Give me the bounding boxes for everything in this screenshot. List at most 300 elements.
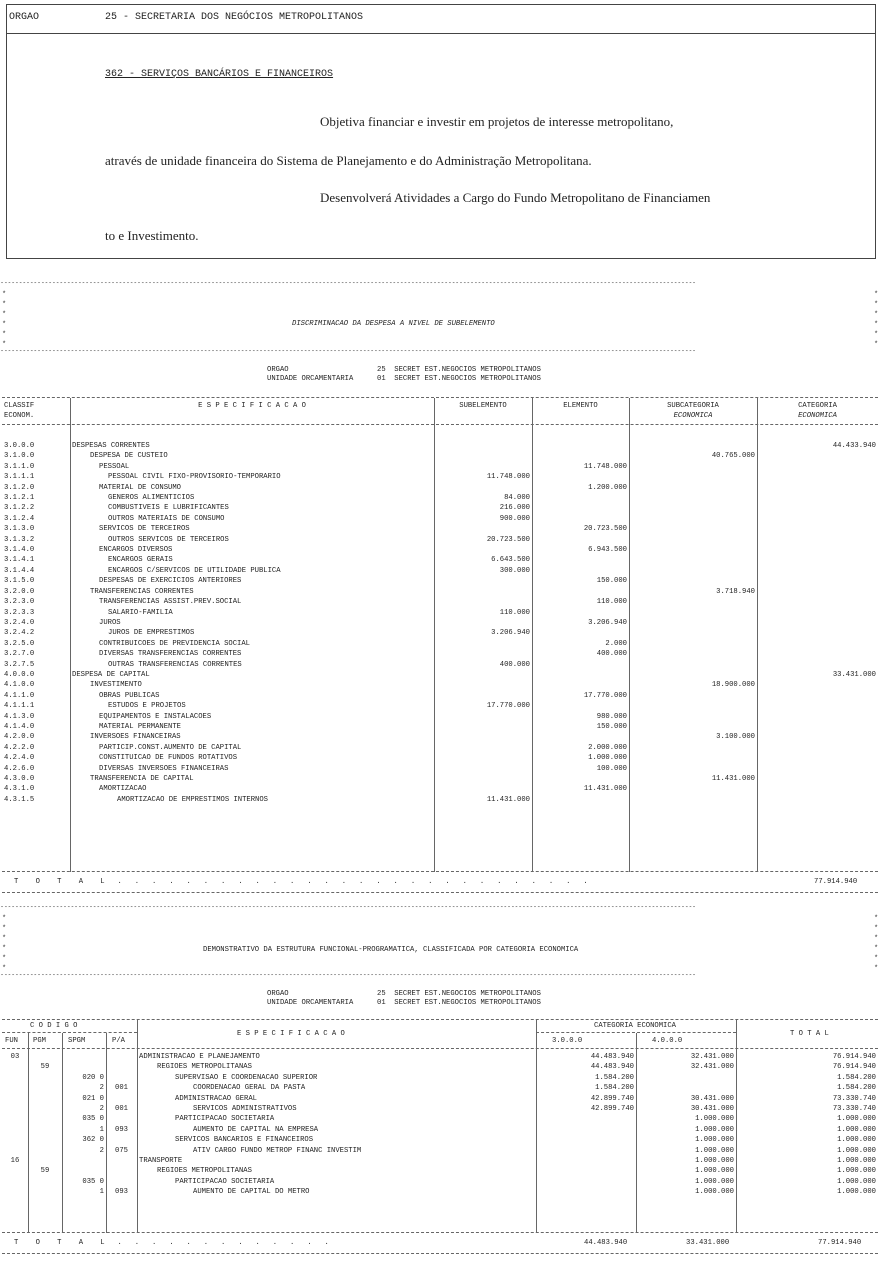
especificacao: CONTRIBUICOES DE PREVIDENCIA SOCIAL xyxy=(99,639,250,648)
subcategoria-value xyxy=(629,670,757,680)
especificacao: INVESTIMENTO xyxy=(90,681,142,690)
categoria-value xyxy=(757,576,878,586)
asterisk-border-top: ******************************************************************************************************************************************************************************************** xyxy=(0,906,696,913)
especificacao: JUROS xyxy=(99,618,121,627)
categoria-value xyxy=(757,493,878,503)
total-col-header: T O T A L xyxy=(790,1030,829,1038)
fun-code xyxy=(2,1187,28,1197)
subcategoria-value: 18.900.000 xyxy=(711,681,755,690)
spgm-code: 2 xyxy=(99,1146,104,1155)
especificacao: OUTROS MATERIAIS DE CONSUMO xyxy=(108,514,225,523)
especificacao: PESSOAL CIVIL FIXO-PROVISORIO-TEMPORARIO xyxy=(108,473,281,482)
cat-3000-value xyxy=(536,1135,636,1145)
elemento-value xyxy=(532,680,629,690)
especificacao: CONSTITUICAO DE FUNDOS ROTATIVOS xyxy=(99,754,238,763)
categoria-value xyxy=(757,753,878,763)
classif-code: 3.1.1.1 xyxy=(4,473,35,482)
pa-code: 001 xyxy=(115,1105,128,1114)
table-row xyxy=(2,1146,878,1156)
table-row xyxy=(2,483,878,493)
total-value: 73.330.740 xyxy=(832,1105,876,1114)
asterisk-side: * * * * * * xyxy=(2,915,7,973)
classif-code: 3.1.2.1 xyxy=(4,494,35,503)
elemento-value: 11.748.000 xyxy=(583,462,627,471)
subelemento-value xyxy=(434,722,532,732)
elemento-value xyxy=(532,535,629,545)
especificacao: SERVICOS ADMINISTRATIVOS xyxy=(193,1105,297,1114)
pgm-code xyxy=(28,1146,62,1156)
table-row xyxy=(2,1083,878,1093)
table-row xyxy=(2,743,878,753)
categoria-value xyxy=(757,639,878,649)
cat-4000-value: 30.431.000 xyxy=(690,1105,734,1114)
table-row xyxy=(2,1052,878,1062)
fun-code xyxy=(2,1177,28,1187)
col-header: SUBCATEGORIA ECONOMICA xyxy=(667,402,719,421)
table-row xyxy=(2,1114,878,1124)
classif-code: 4.2.6.0 xyxy=(4,764,35,773)
subelemento-value: 400.000 xyxy=(499,660,530,669)
cat-col-4000: 4.0.0.0 xyxy=(652,1037,683,1045)
cat-4000-value: 1.000.000 xyxy=(695,1136,734,1145)
cat-4000-value: 30.431.000 xyxy=(690,1094,734,1103)
table1-header xyxy=(2,401,878,422)
classif-code: 4.2.0.0 xyxy=(4,733,35,742)
paragraph-line: Desenvolverá Atividades a Cargo do Fundo Metropolitano de Financiamen xyxy=(320,190,711,205)
categoria-value xyxy=(757,587,878,597)
especificacao: EQUIPAMENTOS E INSTALACOES xyxy=(99,712,212,721)
especificacao: PARTICIPACAO SOCIETARIA xyxy=(175,1115,275,1124)
fun-code xyxy=(2,1083,28,1093)
pgm-code xyxy=(28,1187,62,1197)
classif-code: 3.1.2.2 xyxy=(4,504,35,513)
subelemento-value xyxy=(434,587,532,597)
especificacao: ATIV CARGO FUNDO METROP FINANC INVESTIM xyxy=(193,1146,362,1155)
table2-top-rule xyxy=(2,1019,878,1020)
subcategoria-value xyxy=(629,712,757,722)
total-label: T O T A L . . . . . . . . . . . . . xyxy=(14,1239,329,1247)
total-value: 1.000.000 xyxy=(837,1125,876,1134)
orgao-title: 25 - SECRETARIA DOS NEGÓCIOS METROPOLITANOS xyxy=(105,12,364,23)
subelemento-value: 110.000 xyxy=(499,608,530,617)
categoria-value xyxy=(757,483,878,493)
table-row xyxy=(2,555,878,565)
subelemento-value xyxy=(434,732,532,742)
elemento-value: 2.000 xyxy=(605,639,627,648)
categoria-value xyxy=(757,451,878,461)
categoria-value xyxy=(757,784,878,794)
especificacao: AMORTIZACAO DE EMPRESTIMOS INTERNOS xyxy=(117,795,268,804)
classif-code: 4.1.1.1 xyxy=(4,702,35,711)
cat-3000-value xyxy=(536,1114,636,1124)
subcategoria-value xyxy=(629,483,757,493)
classif-code: 4.2.4.0 xyxy=(4,754,35,763)
table-row xyxy=(2,1104,878,1114)
categoria-value xyxy=(757,503,878,513)
subcategoria-value xyxy=(629,753,757,763)
classif-code: 4.2.2.0 xyxy=(4,743,35,752)
pgm-code: 59 xyxy=(40,1063,50,1072)
codigo-col-spgm: SPGM xyxy=(68,1037,86,1045)
pgm-code xyxy=(28,1177,62,1187)
table-row xyxy=(2,514,878,524)
especificacao: ENCARGOS DIVERSOS xyxy=(99,546,173,555)
asterisk-border-bottom: ******************************************************************************************************************************************************************************************** xyxy=(0,350,696,357)
cat-4000-value xyxy=(636,1083,736,1093)
subcategoria-value xyxy=(629,441,757,451)
subelemento-value: 3.206.940 xyxy=(491,629,530,638)
table-row xyxy=(2,1187,878,1197)
classif-code: 3.1.2.4 xyxy=(4,514,35,523)
especificacao: PARTICIP.CONST.AUMENTO DE CAPITAL xyxy=(99,743,242,752)
especificacao: AMORTIZACAO xyxy=(99,785,147,794)
especificacao: GENEROS ALIMENTICIOS xyxy=(108,494,195,503)
classif-code: 3.2.7.0 xyxy=(4,650,35,659)
classif-code: 3.1.3.0 xyxy=(4,525,35,534)
total-rule-top xyxy=(2,1232,878,1233)
table-row xyxy=(2,1177,878,1187)
spgm-code: 035 0 xyxy=(82,1177,104,1186)
total-4000: 33.431.000 xyxy=(686,1239,730,1247)
elemento-value: 400.000 xyxy=(596,650,627,659)
especificacao: DESPESA DE CAPITAL xyxy=(72,670,150,679)
classif-code: 3.1.1.0 xyxy=(4,462,35,471)
especificacao: COORDENACAO GERAL DA PASTA xyxy=(193,1084,306,1093)
elemento-value: 150.000 xyxy=(596,577,627,586)
cat-3000-value xyxy=(536,1125,636,1135)
subelemento-value xyxy=(434,753,532,763)
subcategoria-value: 40.765.000 xyxy=(711,452,755,461)
categoria-value xyxy=(757,514,878,524)
pa-code xyxy=(106,1166,137,1176)
elemento-value: 6.943.500 xyxy=(588,546,627,555)
categoria-value xyxy=(757,524,878,534)
subcategoria-value xyxy=(629,743,757,753)
classif-code: 4.1.0.0 xyxy=(4,681,35,690)
spgm-code: 020 0 xyxy=(82,1073,104,1082)
elemento-value xyxy=(532,441,629,451)
table-row xyxy=(2,576,878,586)
total-value: 76.914.940 xyxy=(832,1063,876,1072)
subcategoria-value xyxy=(629,639,757,649)
table-row xyxy=(2,784,878,794)
col-header: CLASSIF ECONOM. xyxy=(4,402,35,421)
especificacao: TRANSFERENCIA DE CAPITAL xyxy=(90,775,194,783)
table2-body xyxy=(2,1052,878,1198)
especificacao: DESPESA DE CUSTEIO xyxy=(90,452,168,461)
table-row xyxy=(2,732,878,742)
fun-code: 03 xyxy=(10,1053,20,1061)
categoria-value xyxy=(757,555,878,565)
classif-code: 3.1.3.2 xyxy=(4,535,35,544)
categoria-value xyxy=(757,743,878,753)
cat-3000-value xyxy=(536,1146,636,1156)
especificacao: DIVERSAS TRANSFERENCIAS CORRENTES xyxy=(99,650,242,659)
categoria-value xyxy=(757,545,878,555)
subcategoria-value xyxy=(629,462,757,472)
subelemento-value xyxy=(434,691,532,701)
subcategoria-value xyxy=(629,524,757,534)
subcategoria-value: 11.431.000 xyxy=(711,775,755,783)
cat-header: CATEGORIA ECONOMICA xyxy=(594,1022,676,1030)
categoria-value: 33.431.000 xyxy=(832,670,876,679)
especificacao: TRANSFERENCIAS ASSIST.PREV.SOCIAL xyxy=(99,598,242,607)
program-title: 362 - SERVIÇOS BANCÁRIOS E FINANCEIROS xyxy=(105,69,334,80)
categoria-value xyxy=(757,701,878,711)
subelemento-value xyxy=(434,784,532,794)
classif-code: 3.0.0.0 xyxy=(4,442,35,450)
cat-3000-value xyxy=(536,1177,636,1187)
categoria-value xyxy=(757,649,878,659)
total-value: 1.000.000 xyxy=(837,1136,876,1145)
unidade-caption: UNIDADE ORCAMENTARIA xyxy=(267,999,354,1007)
cat-4000-value: 32.431.000 xyxy=(690,1053,734,1061)
table-row xyxy=(2,795,878,805)
classif-code: 3.1.4.1 xyxy=(4,556,35,565)
classif-code: 3.1.5.0 xyxy=(4,577,35,586)
total-value: 1.584.200 xyxy=(837,1084,876,1093)
classif-code: 4.3.1.0 xyxy=(4,785,35,794)
fun-code xyxy=(2,1135,28,1145)
elemento-value: 980.000 xyxy=(596,712,627,721)
spgm-code: 362 0 xyxy=(82,1136,104,1145)
cat-4000-value: 1.000.000 xyxy=(695,1177,734,1186)
total-value: 73.330.740 xyxy=(832,1094,876,1103)
fun-code xyxy=(2,1146,28,1156)
elemento-value xyxy=(532,660,629,670)
categoria-value xyxy=(757,535,878,545)
categoria-value xyxy=(757,628,878,638)
spgm-code: 2 xyxy=(99,1105,104,1114)
orgao-value: 25 SECRET EST.NEGOCIOS METROPOLITANOS xyxy=(377,990,541,998)
classif-code: 4.1.3.0 xyxy=(4,712,35,721)
asterisk-border-bottom: ******************************************************************************************************************************************************************************************** xyxy=(0,974,696,981)
table1-body xyxy=(2,441,878,805)
fun-code xyxy=(2,1125,28,1135)
subelemento-value: 11.748.000 xyxy=(486,473,530,482)
total-rule-top xyxy=(2,871,878,872)
elemento-value xyxy=(532,587,629,597)
especificacao: ADMINISTRACAO GERAL xyxy=(175,1094,257,1103)
categoria-value xyxy=(757,774,878,784)
table-row xyxy=(2,639,878,649)
subcategoria-value xyxy=(629,555,757,565)
elemento-value xyxy=(532,628,629,638)
elemento-value: 1.000.000 xyxy=(588,754,627,763)
pgm-code xyxy=(28,1114,62,1124)
classif-code: 3.2.4.2 xyxy=(4,629,35,638)
elemento-value: 1.200.000 xyxy=(588,483,627,492)
classif-code: 3.1.0.0 xyxy=(4,452,35,461)
categoria-value xyxy=(757,712,878,722)
total-value: 1.000.000 xyxy=(837,1146,876,1155)
pa-code xyxy=(106,1052,137,1062)
esp-header: E S P E C I F I C A C A O xyxy=(237,1030,345,1038)
subelemento-value xyxy=(434,649,532,659)
section1-title: DISCRIMINACAO DA DESPESA A NIVEL DE SUBELEMENTO xyxy=(292,320,495,328)
subcategoria-value xyxy=(629,764,757,774)
asterisk-side: * * * * * * xyxy=(874,291,879,349)
table-row xyxy=(2,722,878,732)
cat-4000-value: 32.431.000 xyxy=(690,1063,734,1072)
subelemento-value xyxy=(434,639,532,649)
orgao-caption: ORGAO xyxy=(267,990,289,998)
pgm-code xyxy=(28,1156,62,1166)
elemento-value: 2.000.000 xyxy=(588,743,627,752)
subelemento-value xyxy=(434,680,532,690)
elemento-value xyxy=(532,472,629,482)
especificacao: SERVICOS BANCARIOS E FINANCEIROS xyxy=(175,1136,314,1145)
subcategoria-value xyxy=(629,649,757,659)
codigo-col-pgm: PGM xyxy=(33,1037,46,1045)
fun-code xyxy=(2,1166,28,1176)
table2-header-rule xyxy=(2,1048,878,1049)
categoria-value xyxy=(757,795,878,805)
spgm-code: 035 0 xyxy=(82,1115,104,1124)
subcategoria-value: 3.718.940 xyxy=(716,587,755,596)
classif-code: 4.3.1.5 xyxy=(4,795,35,804)
table-row xyxy=(2,524,878,534)
especificacao: SUPERVISAO E COORDENACAO SUPERIOR xyxy=(175,1073,318,1082)
subelemento-value xyxy=(434,576,532,586)
subelemento-value: 20.723.500 xyxy=(486,535,530,544)
subcategoria-value xyxy=(629,608,757,618)
total-value: 1.000.000 xyxy=(837,1157,876,1166)
elemento-value xyxy=(532,701,629,711)
especificacao: PARTICIPACAO SOCIETARIA xyxy=(175,1177,275,1186)
subelemento-value xyxy=(434,451,532,461)
especificacao: AUMENTO DE CAPITAL NA EMPRESA xyxy=(193,1125,319,1134)
table-row xyxy=(2,1125,878,1135)
pa-code xyxy=(106,1094,137,1104)
pa-code xyxy=(106,1062,137,1072)
asterisk-border-top: ******************************************************************************************************************************************************************************************** xyxy=(0,282,696,289)
elemento-value: 3.206.940 xyxy=(588,618,627,627)
asterisk-side: * * * * * * xyxy=(2,291,7,349)
categoria-value xyxy=(757,618,878,628)
table-row xyxy=(2,566,878,576)
table-row xyxy=(2,628,878,638)
classif-code: 4.1.4.0 xyxy=(4,722,35,731)
categoria-value xyxy=(757,597,878,607)
orgao-value: 25 SECRET EST.NEGOCIOS METROPOLITANOS xyxy=(377,366,541,374)
total-value: 1.000.000 xyxy=(837,1115,876,1124)
table-row xyxy=(2,1135,878,1145)
total-3000: 44.483.940 xyxy=(584,1239,628,1247)
table-row xyxy=(2,670,878,680)
spgm-code xyxy=(62,1166,106,1176)
pa-code: 093 xyxy=(115,1125,128,1134)
especificacao: ENCARGOS C/SERVICOS DE UTILIDADE PUBLICA xyxy=(108,566,281,575)
especificacao: AUMENTO DE CAPITAL DO METRO xyxy=(193,1188,310,1197)
classif-code: 3.1.4.4 xyxy=(4,566,35,575)
table-row xyxy=(2,764,878,774)
fun-code: 16 xyxy=(10,1157,20,1166)
subelemento-value xyxy=(434,462,532,472)
categoria-value xyxy=(757,608,878,618)
cat-3000-value xyxy=(536,1187,636,1197)
classif-code: 4.3.0.0 xyxy=(4,775,35,783)
cat-4000-value: 1.000.000 xyxy=(695,1188,734,1197)
orgao-caption: ORGAO xyxy=(267,366,289,374)
especificacao: TRANSFERENCIAS CORRENTES xyxy=(90,587,194,596)
spgm-code xyxy=(62,1062,106,1072)
subcategoria-value xyxy=(629,472,757,482)
categoria-value xyxy=(757,680,878,690)
especificacao: TRANSPORTE xyxy=(139,1157,183,1166)
table-row xyxy=(2,472,878,482)
table-row xyxy=(2,660,878,670)
subcategoria-value xyxy=(629,503,757,513)
cat-4000-value xyxy=(636,1073,736,1083)
total-label: T O T A L . . . . . . . . . . . . . . . . . . . . . . . . . . . . xyxy=(14,878,588,886)
table-row xyxy=(2,608,878,618)
table-row xyxy=(2,545,878,555)
subelemento-value xyxy=(434,670,532,680)
table-row xyxy=(2,1166,878,1176)
especificacao: ENCARGOS GERAIS xyxy=(108,556,173,565)
elemento-value xyxy=(532,451,629,461)
table-row xyxy=(2,691,878,701)
pgm-code xyxy=(28,1094,62,1104)
elemento-value xyxy=(532,608,629,618)
especificacao: MATERIAL DE CONSUMO xyxy=(99,483,181,492)
elemento-value: 20.723.500 xyxy=(583,525,627,534)
subelemento-value xyxy=(434,618,532,628)
table-row xyxy=(2,597,878,607)
col-header: E S P E C I F I C A C A O xyxy=(198,402,306,410)
pa-code: 001 xyxy=(115,1084,128,1093)
fun-code xyxy=(2,1104,28,1114)
spgm-code: 021 0 xyxy=(82,1094,104,1103)
cat-4000-value: 1.000.000 xyxy=(695,1115,734,1124)
table-row xyxy=(2,618,878,628)
subelemento-value xyxy=(434,545,532,555)
table1-header-rule xyxy=(2,424,878,425)
subcategoria-value xyxy=(629,722,757,732)
spgm-code xyxy=(62,1052,106,1062)
table-row xyxy=(2,441,878,451)
elemento-value: 110.000 xyxy=(596,598,627,607)
total-value: 76.914.940 xyxy=(832,1053,876,1061)
elemento-value: 150.000 xyxy=(596,722,627,731)
subelemento-value xyxy=(434,524,532,534)
elemento-value xyxy=(532,795,629,805)
total-value: 1.000.000 xyxy=(837,1177,876,1186)
total-rule-bottom xyxy=(2,1253,878,1254)
table-row xyxy=(2,503,878,513)
unidade-value: 01 SECRET EST.NEGOCIOS METROPOLITANOS xyxy=(377,375,541,383)
especificacao: ESTUDOS E PROJETOS xyxy=(108,702,186,711)
subelemento-value: 11.431.000 xyxy=(486,795,530,804)
table-row xyxy=(2,462,878,472)
spgm-code: 1 xyxy=(99,1125,104,1134)
section2-title: DEMONSTRATIVO DA ESTRUTURA FUNCIONAL-PROGRAMATICA, CLASSIFICADA POR CATEGORIA ECONOMICA xyxy=(203,946,579,954)
especificacao: SALARIO-FAMILIA xyxy=(108,608,173,617)
classif-code: 3.2.0.0 xyxy=(4,587,35,596)
table1-top-rule xyxy=(2,397,878,398)
spgm-code xyxy=(62,1156,106,1166)
classif-code: 3.2.5.0 xyxy=(4,639,35,648)
especificacao: OUTROS SERVICOS DE TERCEIROS xyxy=(108,535,229,544)
elemento-value: 11.431.000 xyxy=(583,785,627,794)
pgm-code xyxy=(28,1104,62,1114)
especificacao: DIVERSAS INVERSOES FINANCEIRAS xyxy=(99,764,229,773)
unidade-value: 01 SECRET EST.NEGOCIOS METROPOLITANOS xyxy=(377,999,541,1007)
categoria-value xyxy=(757,722,878,732)
table-row xyxy=(2,649,878,659)
pa-code: 075 xyxy=(115,1146,128,1155)
